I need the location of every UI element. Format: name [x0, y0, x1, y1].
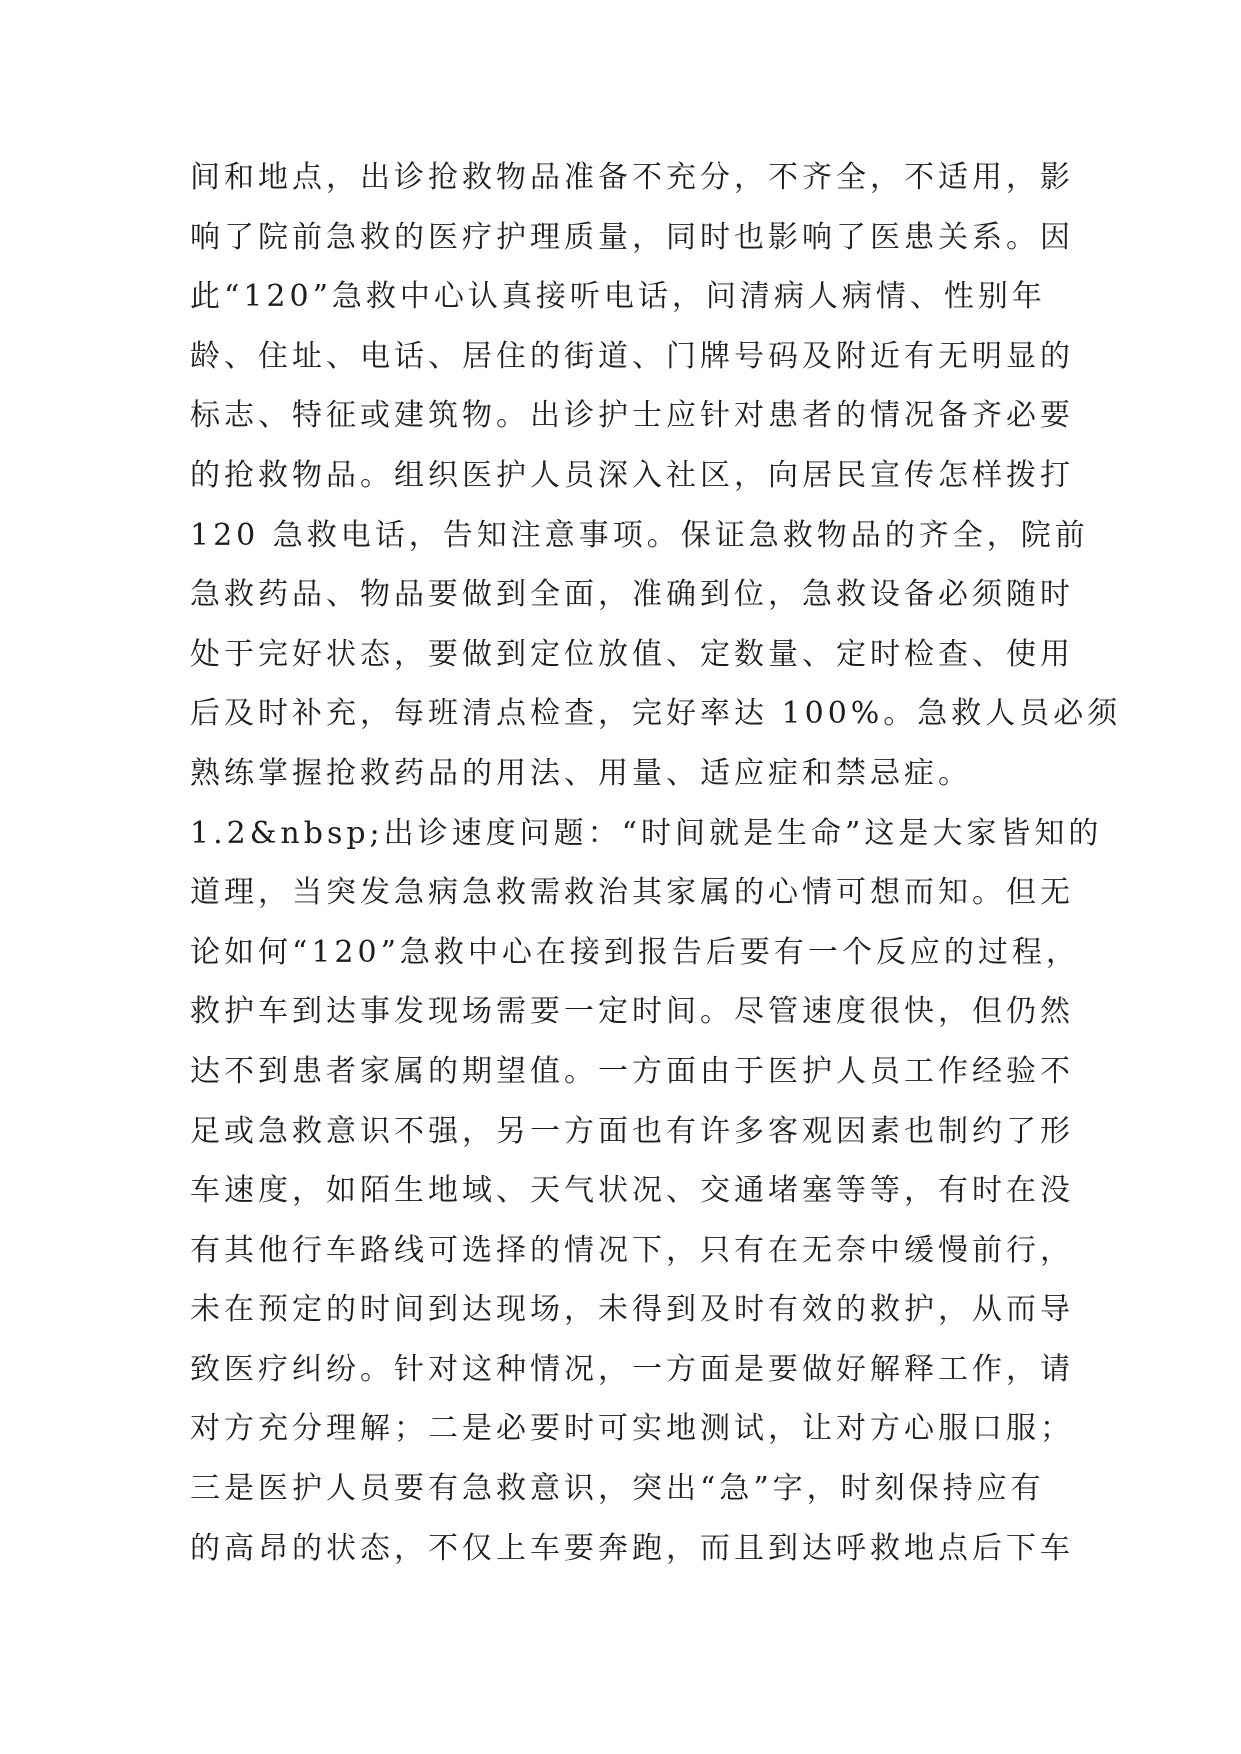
text-line: 三是医护人员要有急救意识，突出“急”字，时刻保持应有 [190, 1471, 1045, 1507]
text-line: 的抢救物品。组织医护人员深入社区，向居民宣传怎样拨打 [190, 457, 1074, 493]
text-line: 车速度，如陌生地域、天气状况、交通堵塞等等，有时在没 [190, 1173, 1074, 1209]
text-line: 响了院前急救的医疗护理质量，同时也影响了医患关系。因 [190, 219, 1074, 255]
text-line: 处于完好状态，要做到定位放值、定数量、定时检查、使用 [190, 636, 1074, 672]
text-line: 龄、住址、电话、居住的街道、门牌号码及附近有无明显的 [190, 338, 1074, 374]
text-line: 对方充分理解；二是必要时可实地测试，让对方心服口服； [190, 1411, 1074, 1447]
text-line: 熟练掌握抢救药品的用法、用量、适应症和禁忌症。 [190, 755, 972, 791]
text-line: 标志、特征或建筑物。出诊护士应针对患者的情况备齐必要 [190, 398, 1074, 434]
text-line: 间和地点，出诊抢救物品准备不充分，不齐全，不适用，影 [190, 160, 1074, 195]
text-line: 论如何“120”急救中心在接到报告后要有一个反应的过程， [190, 934, 1080, 970]
text-line: 后及时补充，每班清点检查，完好率达 100%。急救人员必须 [190, 696, 1122, 732]
text-line: 救护车到达事发现场需要一定时间。尽管速度很快，但仍然 [190, 994, 1074, 1030]
text-line: 有其他行车路线可选择的情况下，只有在无奈中缓慢前行， [190, 1232, 1074, 1268]
body-text [190, 148, 1122, 1578]
text-line: 达不到患者家属的期望值。一方面由于医护人员工作经验不 [190, 1053, 1074, 1089]
text-line: 此“120”急救中心认真接听电话，问清病人病情、性别年 [190, 279, 1046, 315]
text-line: 1.2&nbsp;出诊速度问题：“时间就是生命”这是大家皆知的 [190, 815, 1103, 851]
text-line: 120 急救电话，告知注意事项。保证急救物品的齐全，院前 [190, 517, 1089, 553]
text-line: 道理，当突发急病急救需救治其家属的心情可想而知。但无 [190, 875, 1074, 911]
text-line: 的高昂的状态，不仅上车要奔跑，而且到达呼救地点后下车 [190, 1530, 1074, 1566]
text-line: 急救药品、物品要做到全面，准确到位，急救设备必须随时 [190, 577, 1074, 613]
text-line: 未在预定的时间到达现场，未得到及时有效的救护，从而导 [190, 1292, 1074, 1328]
text-line: 足或急救意识不强，另一方面也有许多客观因素也制约了形 [190, 1113, 1074, 1149]
text-line: 致医疗纠纷。针对这种情况，一方面是要做好解释工作，请 [190, 1351, 1074, 1387]
